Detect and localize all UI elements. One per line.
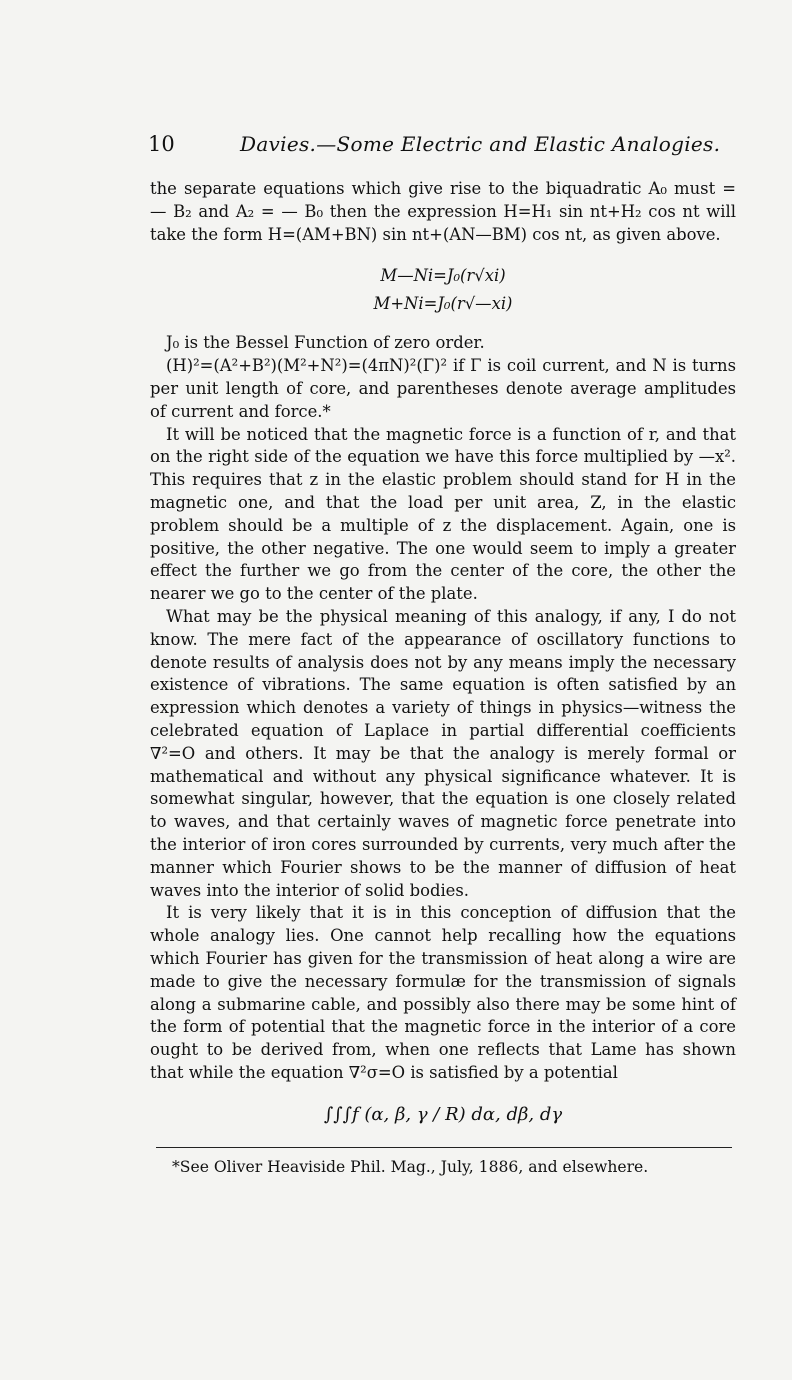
- page-number: 10: [148, 132, 175, 156]
- footnote-rule: [156, 1147, 732, 1148]
- equation-2: M+Ni=J₀(r√—xi): [373, 294, 513, 314]
- paragraph-6: It is very likely that it is in this conception of diffusion that the whole analogy lies. One cannot help recalling how the equations which Fourier has given for the transmission of heat along a wire are made to give the necessary formulæ for the transmission of signals along a submarine cable, and possibly also there may be some hint of the form of potential that the magnetic force in the interior of a core ought to be derived from, when one reflects that Lame has shown that while the equation ∇²σ=O is satisfied by a potential: [150, 903, 736, 1082]
- footnote: *See Oliver Heaviside Phil. Mag., July, 1886, and elsewhere.: [172, 1157, 649, 1176]
- running-title: Davies.—Some Electric and Elastic Analogies.: [240, 132, 721, 156]
- paragraph-5: What may be the physical meaning of this analogy, if any, I do not know. The mere fact of the appearance of oscillatory functions to denote results of analysis does not by any means imply the necessary existence of vibrations. The same equation is often satisfied by an expression which denotes a variety of things in physics—witness the celebrated equation of Laplace in partial differential coefficients ∇²=O and others. It may be that the analogy is merely formal or mathematical and without any physical significance whatever. It is somewhat singular, however, that the equation is one closely related to waves, and that certainly waves of magnetic force penetrate into the interior of iron cores surrounded by currents, very much after the manner which Fourier shows to be the manner of diffusion of heat waves into the interior of solid bodies.: [150, 606, 736, 900]
- paragraph-1: the separate equations which give rise to the biquadratic A₀ must = — B₂ and A₂ = — B₀ then the expression H=H₁ sin nt+H₂ cos nt will take the form H=(AM+BN) sin nt+(AN—BM) cos nt, as given above.: [150, 179, 736, 244]
- paragraph-4: It will be noticed that the magnetic force is a function of r, and that on the right side of the equation we have this force multiplied by —x². This requires that z in the elastic problem should stand for H in the magnetic one, and that the load per unit area, Z, in the elastic problem should be a multiple of z the displacement. Again, one is positive, the other negative. The one would seem to imply a greater effect the further we go from the center of the core, the other the nearer we go to the center of the plate.: [150, 424, 736, 604]
- equation-1: M—Ni=J₀(r√xi): [380, 266, 506, 286]
- paragraph-3: (H)²=(A²+B²)(M²+N²)=(4πN)²(Γ)² if Γ is coil current, and N is turns per unit length of core, and parentheses denote average amplitudes of current and force.*: [150, 356, 736, 421]
- article-body: [150, 178, 736, 1178]
- paragraph-2: J₀ is the Bessel Function of zero order.: [166, 333, 485, 353]
- equation-3: ∫∫∫f (α, β, γ / R) dα, dβ, dγ: [323, 1103, 563, 1125]
- page-header: [148, 132, 734, 160]
